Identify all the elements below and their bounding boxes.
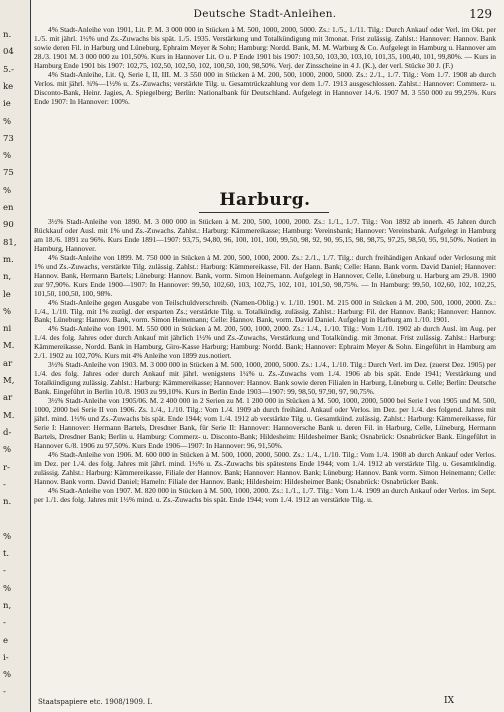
loan-entry: 4% Stadt-Anleihe von 1901. M. 550 000 in Stücken à M. 200, 500, 1000, 2000. Zs.: 1./4., 1./10. Tilg.: Vom 1./10. 1902 ab durch Ausl. im Aug. per 1./4. des folg. Jahres oder durch Ankauf mit jährlich 1½% und Zs.-Zuwachs, Verstärkung und Totalkündig. mit 3monat. Frist zulässig. Zahlst.: Harburg: Kämmereikasse, Nordd. Bank in Hamburg, Giro-Kasse Harburg; Hamburg: Nordd. Bank; Hannover: Ephraim Meyer & Sohn. Eingeführt in Hamburg am 2./1. 1902 zu 102,70%. Kurs mit 4% Anleihe von 1899 zus.notiert. (34, 324, 496, 361)
margin-fragment: ar (3, 393, 13, 404)
loan-entry: 4% Stadt-Anleihe von 1901, Lit. P. M. 3 000 000 in Stücken à M. 500, 1000, 2000, 5000. Zs.: 1./5., 1./11. Tilg.: Durch Ankauf oder Verl. im Okt. per 1./5. mit jährl. 1½% und Zs.-Zuwachs bis spät. 1./5. 1935. Verstärkung und Totalkündigung mit 3monat. Frist zulässig. Zahlst.: Hannover: Hannov. Bank sowie deren Fil. in Harburg und Lüneburg, Ephraim Meyer & Sohn; Hamburg: Nordd. Bank, M. M. Warburg & Co. Aufgelegt in Hamburg u. Hannover am 28./3. 1901 M. 3 000 000 zu 101,50%. Kurs in Hannover Lit. O u. P Ende 1901 bis 1907: 103,50, 103,30, 103,10, 101,35, 100,40, 101, 99,80%. — Kurs in Hamburg Ende 1901 bis 1907: 102,75, 102,50, 102,50, 102, 100,50, 100, 98,50%. Verj. der Zinsscheine in 4 J. (K.), der verl. Stücke 30 J. (F.) (34, 25, 496, 70)
margin-fragment: n. (3, 30, 12, 40)
section-divider (199, 212, 329, 213)
margin-fragment: 81, (3, 237, 17, 248)
top-block (34, 26, 496, 107)
page-number: 129 (469, 7, 492, 21)
margin-fragment: % (3, 445, 12, 456)
margin-fragment: % (3, 670, 12, 681)
document-page (34, 0, 496, 712)
margin-fragment: 75 (3, 168, 14, 179)
margin-fragment: le (3, 289, 11, 300)
loan-entry: 3½% Stadt-Anleihe von 1890. M. 3 000 000 in Stücken à M. 200, 500, 1000, 2000. Zs.: 1./1., 1./7. Tilg.: Von 1892 ab innerh. 45 Jahren durch Rückkauf oder Ausl. mit 1% und Zs.-Zuwachs. Zahlst.: Harburg: Kämmereikasse; Hamburg: Vereinsbank; Hannover: Vereinsbank. Aufgelegt in Hamburg am 18./6. 1891 zu 96%. Kurs Ende 1891—1907: 93,75, 94,80, 96, 100, 101, 100, 99,50, 98, 92, 90, 95,15, 98, 98,75, 97,25, 98,50, 95, 91,50%. Notiert in Hamburg, Hannover. (34, 217, 496, 253)
loan-entry: 3½% Stadt-Anleihe von 1905/06. M. 2 400 000 in 2 Serien zu M. 1 200 000 in Stücken à M. 500, 1000, 2000, 5000 bei Serie I von 1905 und M. 500, 1000, 2000 bei Serie II von 1906. Zs. 1./4., 1./10. Tilg.: Vom 1./4. 1909 ab durch freihänd. Ankauf oder Verlos. im Dez. per 1./4. des folgend. Jahres mit jährl. mind. 1½% und Zs.-Zuwachs bis spät. Ende 1944; vom 1./4. 1912 ab verstärkte Tilg. u. Gesamtkünd. zulässig. Zahlst.: Harburg: Kämmereikasse, für Serie I: Hannover: Hermann Bartels, Dresdner Bank, für Serie II: Hannover: Hannoversche Bank u. deren Fil. in Harburg, Celle, Lüneburg, Hermann Bartels, Dresdner Bank; Berlin u. Hamburg: Commerz- u. Disconto-Bank; Hildesheim: Hildesheimer Bank; Osnabrück: Osnabrücker Bank. Eingeführt in Hannover 6./8. 1906 zu 97,50%. Kurs Ende 1906—1907: In Hannover: 96, 91,50%. (34, 396, 496, 450)
margin-fragment: % (3, 531, 12, 542)
margin-fragment: % (3, 151, 12, 162)
loan-entry: 3½% Stadt-Anleihe von 1903. M. 3 000 000 in Stücken à M. 500, 1000, 2000, 5000. Zs.: 1./4., 1./10. Tilg.: Durch Verl. im Dez. (zuerst Dez. 1905) per 1./4. des folg. Jahres oder durch Ankauf mit jährl. wenigstens 1¼% u. Zs.-Zuwachs vom 1./4. 1906 ab bis spät. Ende 1941; Verstärkung und Totalkündigung zulässig. Zahlst.: Harburg: Kämmereikasse; Hannover: Hannov. Bank sowie deren Filialen in Harburg, Lüneburg u. Celle; Berlin: Deutsche Bank. Eingeführt in Berlin 10./8. 1903 zu 99,10%. Kurs in Berlin Ende 1903—1907: 99, 98,50, 97,90, 97, 90,75%. (34, 360, 496, 397)
margin-fragment: - (3, 566, 6, 577)
margin-fragment: 5.- (3, 64, 14, 75)
margin-fragment: i- (3, 652, 9, 663)
margin-fragment: % (3, 116, 12, 127)
margin-fragment: ni (3, 324, 12, 335)
margin-fragment: - (3, 687, 6, 698)
loan-entry: 4% Stadt-Anleihe von 1906. M. 600 000 in Stücken à M. 500, 1000, 2000, 5000. Zs.: 1./4., 1./10. Tilg.: Vom 1./4. 1908 ab durch Ankauf oder Verlos. im Dez. per 1./4. des folg. Jahres mit jährl. mind. 1½% u. Zs.-Zuwachs bis spätestens Ende 1944; vom 1./4. 1912 ab verstärkte Tilg. u. Gesamtkündig. zulässig. Zahlst.: Harburg: Kämmereikasse, Filiale der Hannov. Bank; Hannover: Hannov. Bank; Lüneburg: Hannov. Bank vorm. Simon Heinemann; Celle: Hannov. Bank vorm. David Daniel; Hameln: Filiale der Hannov. Bank; Hildesheim: Hildesheimer Bank; Osnabrück: Osnabrücker Bank. (34, 449, 496, 486)
margin-fragment: M. (3, 410, 15, 421)
margin-fragment: % (3, 185, 12, 196)
margin-fragment: en (3, 203, 14, 213)
margin-fragment: t. (3, 549, 10, 559)
margin-fragment: 73 (3, 133, 14, 144)
margin-fragment: 90 (3, 220, 14, 231)
margin-fragment: r- (3, 462, 10, 473)
running-title: Deutsche Stadt-Anleihen. (193, 8, 337, 20)
margin-fragment: d- (3, 427, 12, 438)
margin-fragment: % (3, 583, 12, 594)
page-footer (38, 698, 494, 706)
footer-source: Staatspapiere etc. 1908/1909. I. (38, 698, 153, 706)
signature-mark: IX (444, 696, 454, 706)
harburg-block (34, 218, 496, 505)
margin-fragment: ke (3, 81, 14, 92)
loan-entry: 4% Stadt-Anleihe, Lit. Q, Serie I, II, III. M. 3 550 000 in Stücken à M. 200, 500, 1000, 2000, 5000. Zs.: 2./1., 1./7. Tilg.: Vom 1./7. 1908 ab durch Verlos. mit jährl. ¾%—1½% u. Zs.-Zuwachs; verstärkte Tilg. u. Gesamtrückzahlung vor dem 1./7. 1913 ausgeschlossen. Zahlst.: Hannover: Commerz- u. Disconto-Bank, Heinr. Jagies, A. Spiegelberg; Berlin: Nationalbank für Deutschland. Aufgelegt in Hannover 14./6. 1907 M. 3 550 000 zu 99,25%. Kurs Ende 1907: In Hannover: 100%. (34, 69, 496, 106)
margin-fragment: - (3, 618, 6, 629)
margin-fragment: n, (3, 600, 12, 611)
previous-page-margin (0, 0, 31, 712)
margin-fragment: 04 (3, 47, 14, 58)
margin-fragment: n, (3, 272, 12, 283)
margin-fragment: M. (3, 341, 15, 352)
section-heading: Harburg. (219, 190, 311, 210)
loan-entry: 4% Stadt-Anleihe gegen Ausgabe von Teilschuldverschreib. (Namen-Oblig.) v. 1./10. 1901. M. 215 000 in Stücken à M. 200, 500, 1000, 2000. Zs.: 1./4., 1./10. Tilg. mit 1% zuzügl. der ersparten Zs.; verstärkte Tilg. u. Totalkündig. zulässig. Zahlst.: Harburg: Fil. der Hannov. Bank; Hannover: Hannov. Bank; Lüneburg: Hannov. Bank, vorm. Simon Heinemann; Celle: Hannov. Bank, vorm. David Daniel. Aufgelegt in Harburg am 1./10. 1901. (34, 297, 496, 325)
margin-fragment: n. (3, 497, 12, 508)
margin-fragment: M, (3, 376, 15, 386)
loan-entry: 4% Stadt-Anleihe von 1899. M. 750 000 in Stücken à M. 200, 500, 1000, 2000. Zs.: 2./1., 1./7. Tilg.: durch freihändigen Ankauf oder Verlosung mit 1% und Zs.-Zuwachs, verstärkte Tilg. zulässig. Zahlst.: Harburg: Kämmereikasse, Fil. der Hann. Bank; Celle: Hann. Bank vorm. David Daniel; Hannover: Hannov. Bank, Hermann Bartels; Lüneburg: Hannov. Bank, vorm. Simon Heinemann. Aufgelegt in Hannover, Celle, Lüneburg u. Harburg am 29./8. 1900 zur 97,90%. Kurs Ende 1900—1907: In Hannover: 99,50, 102,60, 103, 102,75, 102, 101, 101,50, 98,75%. — In Hamburg: 99,50, 102,60, 102, 102,25, 101,50, 100,50, 100, 98%. (34, 252, 496, 298)
margin-fragment: ie (3, 99, 11, 110)
loan-entry: 4% Stadt-Anleihe von 1907. M. 820 000 in Stücken à M. 500, 1000, 2000. Zs.: 1./1., 1./7. Tilg.: Vom 1./4. 1909 an durch Ankauf oder Verlos. im Sept. per 1./1. des folg. Jahres mit 1½% mind. u. Zs.-Zuwachs bis spät. Ende 1944; vom 1./4. 1912 an verstärkte Tilg. u. (34, 485, 496, 504)
margin-fragment: - (3, 479, 6, 490)
margin-fragment: e (3, 635, 9, 646)
margin-fragment: m. (3, 254, 14, 265)
margin-fragment: ar (3, 358, 13, 369)
margin-fragment: % (3, 306, 12, 317)
page-header (34, 8, 496, 24)
